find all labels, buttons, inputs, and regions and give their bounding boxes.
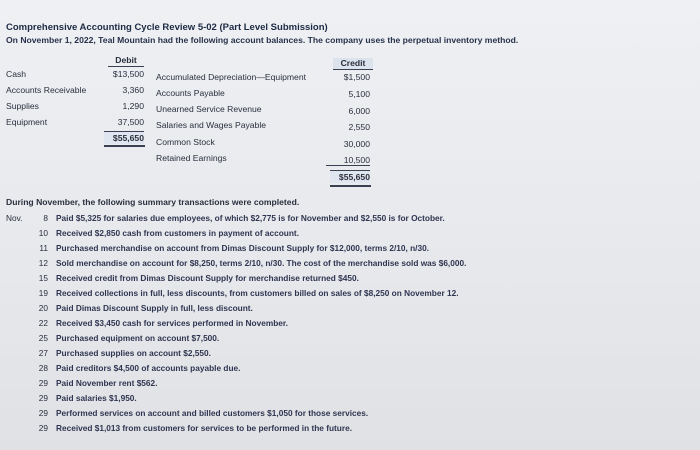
credit-amount: 2,550	[348, 122, 370, 132]
transaction-day: 29	[38, 393, 48, 403]
transaction-description: Received credit from Dimas Discount Supply for merchandise returned $450.	[56, 273, 359, 283]
transaction-day: 28	[38, 363, 48, 373]
debit-header: Debit	[108, 55, 144, 67]
problem-intro: On November 1, 2022, Teal Mountain had the following account balances. The company uses the perpetual inventory method.	[6, 35, 519, 45]
transaction-day: 12	[38, 258, 48, 268]
credit-amount: 10,500	[326, 155, 370, 166]
transaction-day: 29	[38, 378, 48, 388]
transaction-description: Purchased merchandise on account from Dimas Discount Supply for $12,000, terms 2/10, n/30.	[56, 243, 430, 253]
transaction-day: 15	[38, 273, 48, 283]
transaction-description: Received $2,850 cash from customers in payment of account.	[56, 228, 300, 238]
credit-amount: 30,000	[343, 139, 370, 149]
transaction-description: Received $3,450 cash for services performed in November.	[56, 318, 288, 328]
transaction-day: 8	[43, 213, 48, 223]
debit-amount: 1,290	[122, 101, 144, 111]
transaction-day: 19	[38, 288, 48, 298]
transaction-description: Performed services on account and billed customers $1,050 for those services.	[56, 408, 369, 418]
transaction-day: 20	[38, 303, 48, 313]
debit-total-double-underline	[104, 145, 145, 147]
transaction-description: Purchased supplies on account $2,550.	[56, 348, 211, 358]
transactions-intro: During November, the following summary transactions were completed.	[6, 197, 300, 207]
debit-total: $55,650	[104, 131, 144, 144]
credit-account-name: Common Stock	[156, 137, 215, 147]
transaction-description: Received collections in full, less discounts, from customers billed on sales of $8,250 on November 12.	[56, 288, 459, 298]
transaction-day: 22	[38, 318, 48, 328]
debit-account-name: Cash	[6, 69, 27, 79]
transaction-description: Paid $5,325 for salaries due employees, of which $2,775 is for November and $2,550 is for October.	[56, 213, 445, 223]
credit-account-name: Salaries and Wages Payable	[156, 120, 267, 130]
transaction-description: Paid November rent $562.	[56, 378, 158, 388]
credit-amount: 5,100	[348, 89, 370, 99]
transaction-description: Paid Dimas Discount Supply in full, less discount.	[56, 303, 253, 313]
transaction-description: Paid salaries $1,950.	[56, 393, 137, 403]
transaction-day: 27	[38, 348, 48, 358]
debit-amount: 3,360	[122, 85, 144, 95]
credit-total-double-underline	[330, 185, 371, 187]
transaction-day: 25	[38, 333, 48, 343]
transaction-month: Nov.	[6, 213, 23, 223]
credit-account-name: Retained Earnings	[156, 153, 227, 163]
debit-account-name: Equipment	[6, 117, 48, 127]
transaction-day: 29	[38, 423, 48, 433]
credit-total: $55,650	[330, 170, 370, 183]
credit-amount: 6,000	[348, 106, 370, 116]
transaction-description: Sold merchandise on account for $8,250, terms 2/10, n/30. The cost of the merchandise sold was $6,000.	[56, 258, 467, 268]
debit-account-name: Supplies	[6, 101, 39, 111]
credit-account-name: Accounts Payable	[156, 88, 225, 98]
debit-amount: $13,500	[112, 69, 144, 79]
debit-amount: 37,500	[117, 117, 144, 127]
transaction-description: Received $1,013 from customers for services to be performed in the future.	[56, 423, 353, 433]
transaction-description: Paid creditors $4,500 of accounts payable due.	[56, 363, 241, 373]
credit-account-name: Unearned Service Revenue	[156, 104, 262, 114]
debit-account-name: Accounts Receivable	[6, 85, 87, 95]
transaction-day: 29	[38, 408, 48, 418]
credit-account-name: Accumulated Depreciation—Equipment	[156, 72, 306, 82]
credit-header: Credit	[333, 58, 373, 70]
transaction-day: 11	[39, 243, 48, 253]
problem-title: Comprehensive Accounting Cycle Review 5-02 (Part Level Submission)	[6, 22, 328, 33]
transaction-day: 10	[38, 228, 48, 238]
transaction-description: Purchased equipment on account $7,500.	[56, 333, 220, 343]
credit-amount: $1,500	[343, 72, 370, 82]
